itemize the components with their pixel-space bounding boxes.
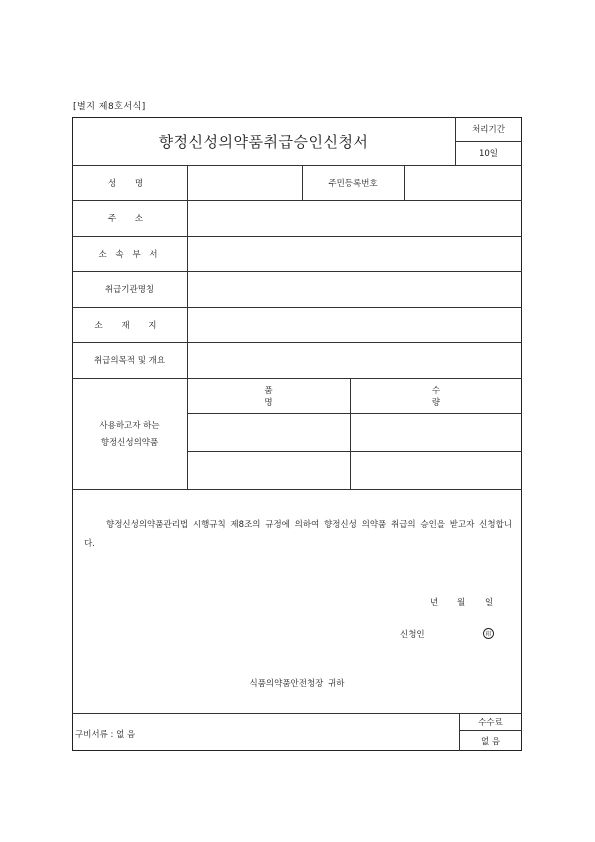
address-label: 주 소 [107, 214, 152, 224]
fee-label: 수수료 [478, 717, 503, 728]
required-documents: 구비서류 : 없 음 [75, 730, 136, 740]
drug-section-label-line1: 사용하고자 하는 [99, 421, 160, 431]
form-number-label: [별지 제8호서식] [73, 102, 146, 112]
quantity-field-2[interactable] [350, 451, 522, 489]
quantity-header: 수 량 [431, 385, 489, 408]
date-day: 일 [485, 598, 494, 608]
product-name-field-2[interactable] [187, 451, 350, 489]
divider [72, 489, 522, 490]
name-label: 성 명 [107, 178, 152, 189]
institution-label: 취급기관명칭 [104, 285, 155, 295]
divider [72, 713, 522, 714]
resident-number-field[interactable] [404, 165, 522, 200]
department-label: 소 속 부 서 [98, 249, 161, 260]
location-label: 소 재 지 [94, 320, 165, 331]
form-title: 향정신성의약품취급승인신청서 [158, 132, 369, 151]
addressee: 식품의약품안전청장 귀하 [249, 679, 345, 689]
applicant-label: 신청인 [400, 630, 425, 640]
department-field[interactable] [187, 236, 522, 271]
date-year: 년 [430, 598, 439, 608]
fee-value: 없 음 [480, 736, 501, 747]
name-field[interactable] [187, 165, 302, 200]
product-name-field-1[interactable] [187, 413, 350, 451]
application-statement: 향정신성의약품관리법 시행규칙 제8조의 규정에 의하여 향정신성 의약품 취급의 승인을 받고자 신청합니다. [84, 520, 512, 549]
product-name-header: 품 명 [264, 385, 321, 408]
processing-period-label: 처리기간 [472, 125, 505, 135]
location-field[interactable] [187, 307, 522, 342]
quantity-field-1[interactable] [350, 413, 522, 451]
drug-section-label-line2: 향정신성의약품 [100, 438, 159, 448]
purpose-field[interactable] [187, 342, 522, 378]
purpose-label: 취급의목적 및 개요 [93, 356, 166, 366]
date-month: 월 [457, 598, 466, 608]
institution-field[interactable] [187, 271, 522, 307]
seal-mark: 印 [483, 628, 494, 639]
processing-period-value: 10일 [478, 149, 499, 159]
resident-number-label: 주민등록번호 [328, 178, 378, 189]
address-field[interactable] [187, 200, 522, 236]
